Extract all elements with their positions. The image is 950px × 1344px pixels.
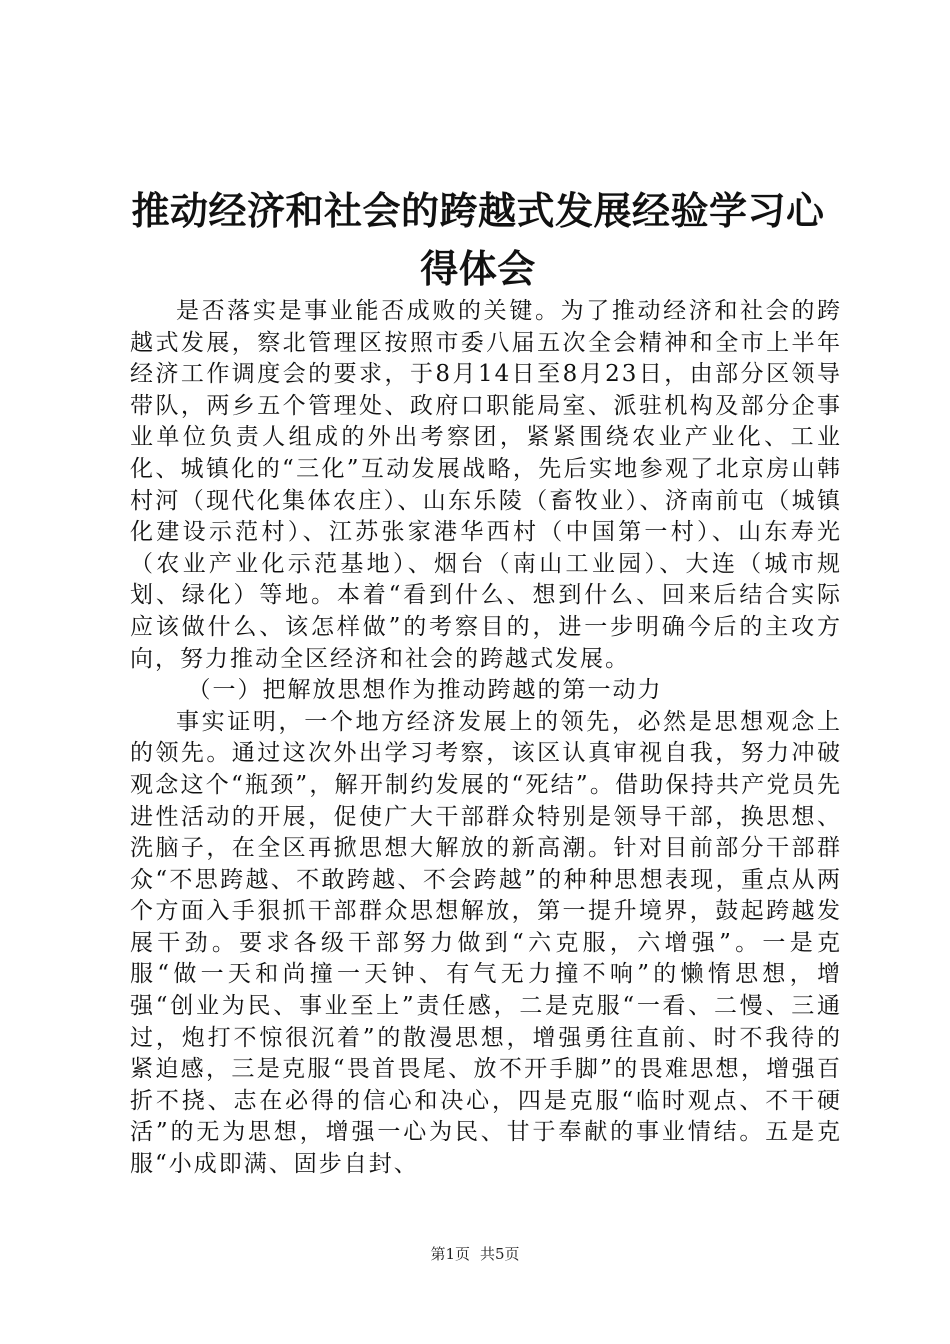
page-footer xyxy=(0,1244,950,1264)
section-heading: （一）把解放思想作为推动跨越的第一动力 xyxy=(187,677,663,704)
document-body xyxy=(130,296,842,1181)
body-paragraph-intro: 是否落实是事业能否成败的关键。为了推动经济和社会的跨越式发展，察北管理区按照市委八届五次全会精神和全市上半年经济工作调度会的要求，于8月14日至8月23日，由部分区领导带队，两乡五个管理处、政府口职能局室、派驻机构及部分企事业单位负责人组成的外出考察团，紧紧围绕农业产业化、工业化、城镇化的“三化”互动发展战略，先后实地参观了北京房山韩村河（现代化集体农庄）、山东乐陵（畜牧业）、济南前屯（城镇化建设示范村）、江苏张家港华西村（中国第一村）、山东寿光（农业产业化示范基地）、烟台（南山工业园）、大连（城市规划、绿化）等地。本着“看到什么、想到什么、回来后结合实际应该做什么、该怎样做”的考察目的，进一步明确今后的主攻方向，努力推动全区经济和社会的跨越式发展。 xyxy=(130,298,842,672)
document-title: 推动经济和社会的跨越式发展经验学习心得体会 xyxy=(131,188,825,291)
page-number-total: 共5页 xyxy=(480,1245,520,1263)
body-paragraph-section-one: 事实证明，一个地方经济发展上的领先，必然是思想观念上的领先。通过这次外出学习考察，该区认真审视自我，努力冲破观念这个“瓶颈”，解开制约发展的“死结”。借助保持共产党员先进性活动的开展，促使广大干部群众特别是领导干部，换思想、洗脑子，在全区再掀思想大解放的新高潮。针对目前部分干部群众“不思跨越、不敢跨越、不会跨越”的种种思想表现，重点从两个方面入手狠抓干部群众思想解放，第一提升境界，鼓起跨越发展干劲。要求各级干部努力做到“六克服，六增强”。一是克服“做一天和尚撞一天钟、有气无力撞不响”的懒惰思想，增强“创业为民、事业至上”责任感，二是克服“一看、二慢、三通过，炮打不惊很沉着”的散漫思想，增强勇往直前、时不我待的紧迫感，三是克服“畏首畏尾、放不开手脚”的畏难思想，增强百折不挠、志在必得的信心和决心，四是克服“临时观点、不干硬活”的无为思想，增强一心为民、甘于奉献的事业情结。五是克服“小成即满、固步自封、 xyxy=(130,708,842,1178)
page-number-current: 第1页 xyxy=(430,1245,470,1263)
